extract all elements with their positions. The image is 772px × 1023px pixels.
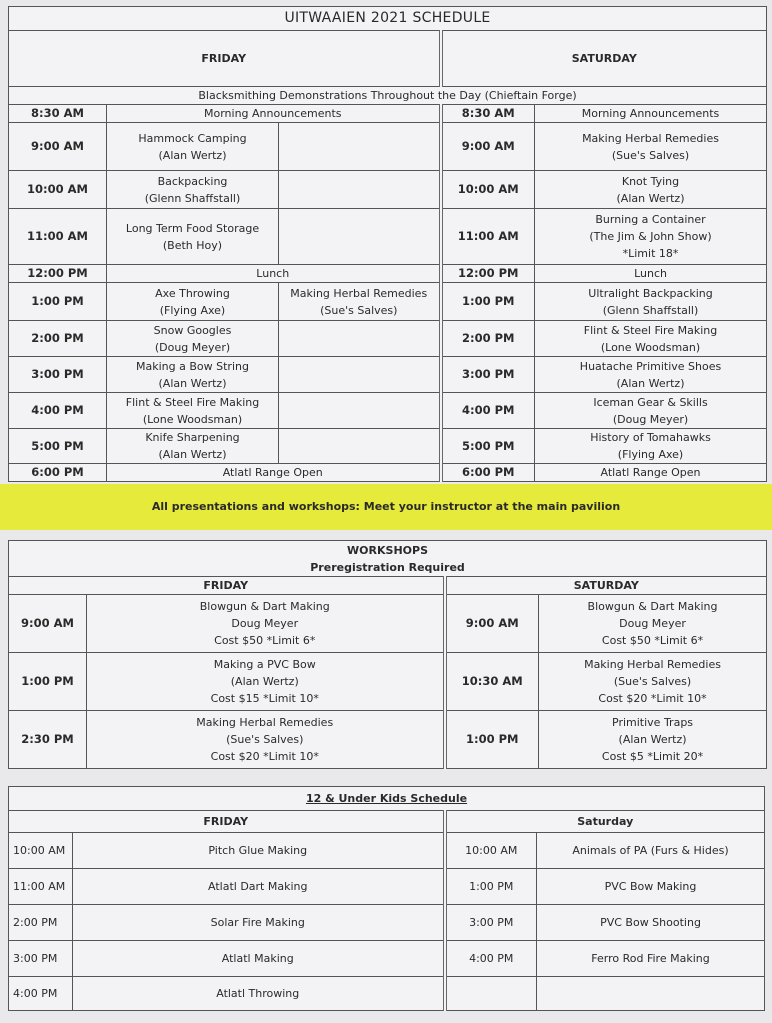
- saturday-event-name: Ultralight Backpacking: [588, 286, 713, 300]
- saturday-event-note: *Limit 18*: [622, 247, 679, 260]
- friday-extra-name: Making Herbal Remedies: [290, 286, 428, 300]
- friday-extra-event: [279, 283, 441, 321]
- friday-event: [107, 283, 279, 321]
- friday-event-name: Lunch: [256, 267, 290, 280]
- workshop-host: (Sue's Salves): [226, 733, 304, 746]
- friday-time: 1:00 PM: [9, 283, 107, 321]
- workshop-row: [9, 711, 767, 769]
- saturday-event-host: (Lone Woodsman): [600, 340, 701, 354]
- schedule-row: [9, 429, 767, 464]
- friday-event-host: (Beth Hoy): [162, 238, 223, 252]
- friday-event: [107, 123, 279, 171]
- kids-friday-event: Atlatl Throwing: [73, 977, 445, 1011]
- friday-event-name: Long Term Food Storage: [125, 221, 260, 235]
- saturday-time: 10:00 AM: [441, 171, 535, 209]
- blacksmith-note: Blacksmithing Demonstrations Throughout the Day (Chieftain Forge): [9, 87, 767, 105]
- saturday-event: [535, 321, 767, 357]
- friday-extra-event: [279, 209, 441, 265]
- workshops-table: [8, 540, 767, 769]
- friday-event: [107, 321, 279, 357]
- friday-time: 11:00 AM: [9, 209, 107, 265]
- workshop-friday-detail: [87, 711, 445, 769]
- workshop-host: Doug Meyer: [619, 617, 686, 630]
- saturday-time: 2:00 PM: [441, 321, 535, 357]
- saturday-time: 8:30 AM: [441, 105, 535, 123]
- workshop-saturday-time: 10:30 AM: [445, 653, 539, 711]
- friday-time: 2:00 PM: [9, 321, 107, 357]
- saturday-event-name: History of Tomahawks: [590, 431, 711, 444]
- kids-table: [8, 786, 765, 1011]
- friday-event-name: Snow Googles: [153, 323, 232, 337]
- saturday-time: 3:00 PM: [441, 357, 535, 393]
- kids-friday-header: FRIDAY: [9, 811, 445, 833]
- kids-friday-time: 4:00 PM: [9, 977, 73, 1011]
- saturday-event: [535, 265, 767, 283]
- workshop-saturday-time: 1:00 PM: [445, 711, 539, 769]
- saturday-event-name: Flint & Steel Fire Making: [583, 323, 718, 337]
- saturday-event-host: (The Jim & John Show): [589, 230, 712, 243]
- saturday-event-name: Atlatl Range Open: [600, 466, 701, 479]
- workshop-row: [9, 653, 767, 711]
- saturday-time: 11:00 AM: [441, 209, 535, 265]
- kids-saturday-time: [445, 977, 537, 1011]
- friday-event-host: (Lone Woodsman): [142, 412, 243, 426]
- kids-friday-event: Solar Fire Making: [73, 905, 445, 941]
- workshops-title: WORKSHOPS: [347, 543, 428, 557]
- friday-event: [107, 464, 441, 482]
- kids-row: [9, 833, 765, 869]
- pavilion-banner: All presentations and workshops: Meet your instructor at the main pavilion: [0, 484, 772, 530]
- kids-friday-event: Pitch Glue Making: [73, 833, 445, 869]
- kids-saturday-event: PVC Bow Making: [537, 869, 765, 905]
- workshops-saturday-header: SATURDAY: [445, 577, 767, 595]
- kids-friday-time: 10:00 AM: [9, 833, 73, 869]
- saturday-time: 5:00 PM: [441, 429, 535, 464]
- saturday-event-name: Lunch: [634, 267, 667, 280]
- friday-event-host: (Doug Meyer): [154, 340, 231, 354]
- workshop-friday-detail: [87, 653, 445, 711]
- workshop-saturday-detail: [539, 711, 767, 769]
- workshop-name: Making Herbal Remedies: [584, 658, 721, 671]
- friday-event: [107, 209, 279, 265]
- friday-event-name: Knife Sharpening: [145, 431, 240, 444]
- saturday-event-name: Huatache Primitive Shoes: [579, 359, 722, 373]
- workshop-cost: Cost $15 *Limit 10*: [210, 692, 319, 705]
- friday-time: 12:00 PM: [9, 265, 107, 283]
- saturday-event: [535, 105, 767, 123]
- schedule-row: [9, 171, 767, 209]
- workshop-cost: Cost $20 *Limit 10*: [210, 750, 319, 763]
- workshops-friday-header: FRIDAY: [9, 577, 445, 595]
- schedule-row: [9, 105, 767, 123]
- friday-header: FRIDAY: [9, 31, 441, 87]
- workshop-friday-time: 9:00 AM: [9, 595, 87, 653]
- schedule-row: [9, 464, 767, 482]
- friday-event: [107, 171, 279, 209]
- saturday-event-name: Burning a Container: [595, 213, 706, 226]
- saturday-event: [535, 393, 767, 429]
- schedule-row: [9, 283, 767, 321]
- schedule-row: [9, 265, 767, 283]
- friday-event-host: (Alan Wertz): [158, 148, 227, 162]
- saturday-event: [535, 357, 767, 393]
- friday-event-name: Axe Throwing: [155, 286, 230, 300]
- kids-friday-event: Atlatl Making: [73, 941, 445, 977]
- saturday-time: 6:00 PM: [441, 464, 535, 482]
- friday-event: [107, 357, 279, 393]
- friday-time: 8:30 AM: [9, 105, 107, 123]
- friday-event-host: (Alan Wertz): [158, 376, 227, 390]
- friday-extra-event: [279, 171, 441, 209]
- friday-event-name: Flint & Steel Fire Making: [125, 395, 260, 409]
- friday-time: 5:00 PM: [9, 429, 107, 464]
- saturday-event-host: (Alan Wertz): [616, 376, 685, 390]
- workshop-friday-time: 2:30 PM: [9, 711, 87, 769]
- saturday-event: [535, 464, 767, 482]
- schedule-row: [9, 123, 767, 171]
- kids-saturday-header: Saturday: [445, 811, 765, 833]
- kids-row: [9, 905, 765, 941]
- workshop-friday-detail: [87, 595, 445, 653]
- kids-saturday-time: 4:00 PM: [445, 941, 537, 977]
- friday-extra-event: [279, 321, 441, 357]
- kids-saturday-event: PVC Bow Shooting: [537, 905, 765, 941]
- workshop-name: Primitive Traps: [612, 716, 694, 729]
- kids-saturday-time: 3:00 PM: [445, 905, 537, 941]
- friday-extra-event: [279, 393, 441, 429]
- kids-friday-event: Atlatl Dart Making: [73, 869, 445, 905]
- schedule-row: [9, 321, 767, 357]
- kids-row: [9, 869, 765, 905]
- workshop-name: Blowgun & Dart Making: [199, 600, 330, 613]
- saturday-event-name: Knot Tying: [621, 174, 680, 188]
- schedule-row: [9, 393, 767, 429]
- main-schedule-table: [8, 6, 767, 482]
- kids-saturday-event: Animals of PA (Furs & Hides): [537, 833, 765, 869]
- friday-time: 3:00 PM: [9, 357, 107, 393]
- saturday-event-host: (Doug Meyer): [612, 412, 689, 426]
- saturday-event: [535, 171, 767, 209]
- saturday-event-host: (Alan Wertz): [616, 191, 685, 205]
- friday-time: 10:00 AM: [9, 171, 107, 209]
- friday-extra-event: [279, 429, 441, 464]
- friday-event-host: (Flying Axe): [159, 303, 226, 317]
- saturday-event-name: Making Herbal Remedies: [582, 131, 719, 145]
- friday-event: [107, 105, 441, 123]
- friday-time: 9:00 AM: [9, 123, 107, 171]
- saturday-time: 9:00 AM: [441, 123, 535, 171]
- kids-saturday-event: Ferro Rod Fire Making: [537, 941, 765, 977]
- saturday-event-host: (Glenn Shaffstall): [602, 303, 699, 317]
- saturday-time: 12:00 PM: [441, 265, 535, 283]
- friday-event-name: Morning Announcements: [204, 107, 342, 120]
- schedule-row: [9, 357, 767, 393]
- saturday-header: SATURDAY: [441, 31, 767, 87]
- saturday-event-host: (Flying Axe): [617, 448, 684, 461]
- workshop-saturday-detail: [539, 595, 767, 653]
- kids-friday-time: 11:00 AM: [9, 869, 73, 905]
- kids-title: 12 & Under Kids Schedule: [9, 787, 765, 811]
- friday-event: [107, 393, 279, 429]
- workshop-cost: Cost $50 *Limit 6*: [214, 634, 316, 647]
- workshop-saturday-detail: [539, 653, 767, 711]
- friday-event-name: Atlatl Range Open: [222, 466, 323, 479]
- friday-time: 6:00 PM: [9, 464, 107, 482]
- friday-event: [107, 265, 441, 283]
- workshops-subtitle: Preregistration Required: [310, 560, 465, 574]
- saturday-event: [535, 283, 767, 321]
- friday-extra-event: [279, 123, 441, 171]
- workshop-name: Blowgun & Dart Making: [587, 600, 718, 613]
- workshop-host: (Alan Wertz): [230, 675, 299, 688]
- friday-event-host: (Alan Wertz): [158, 448, 227, 461]
- workshop-cost: Cost $20 *Limit 10*: [598, 692, 707, 705]
- kids-row: [9, 977, 765, 1011]
- friday-time: 4:00 PM: [9, 393, 107, 429]
- friday-extra-host: (Sue's Salves): [320, 303, 398, 317]
- schedule-title: UITWAAIEN 2021 SCHEDULE: [9, 7, 767, 31]
- kids-friday-time: 2:00 PM: [9, 905, 73, 941]
- workshop-name: Making a PVC Bow: [213, 658, 316, 671]
- kids-saturday-time: 1:00 PM: [445, 869, 537, 905]
- workshop-saturday-time: 9:00 AM: [445, 595, 539, 653]
- saturday-event: [535, 123, 767, 171]
- workshop-cost: Cost $50 *Limit 6*: [601, 634, 704, 647]
- friday-event-host: (Glenn Shaffstall): [144, 191, 241, 205]
- friday-event-name: Backpacking: [157, 174, 228, 188]
- kids-saturday-time: 10:00 AM: [445, 833, 537, 869]
- kids-row: [9, 941, 765, 977]
- workshop-host: (Alan Wertz): [618, 733, 687, 746]
- friday-event-name: Hammock Camping: [138, 131, 247, 145]
- workshop-name: Making Herbal Remedies: [196, 716, 334, 729]
- workshop-host: Doug Meyer: [231, 617, 299, 630]
- friday-event: [107, 429, 279, 464]
- saturday-event: [535, 209, 767, 265]
- workshop-friday-time: 1:00 PM: [9, 653, 87, 711]
- saturday-event-host: (Sue's Salves): [611, 148, 690, 162]
- kids-friday-time: 3:00 PM: [9, 941, 73, 977]
- friday-extra-event: [279, 357, 441, 393]
- kids-saturday-event: [537, 977, 765, 1011]
- saturday-event: [535, 429, 767, 464]
- workshop-cost: Cost $5 *Limit 20*: [601, 750, 704, 763]
- workshop-host: (Sue's Salves): [613, 675, 692, 688]
- friday-event-name: Making a Bow String: [136, 359, 249, 373]
- schedule-row: [9, 209, 767, 265]
- saturday-time: 4:00 PM: [441, 393, 535, 429]
- saturday-event-name: Iceman Gear & Skills: [593, 395, 708, 409]
- saturday-time: 1:00 PM: [441, 283, 535, 321]
- workshop-row: [9, 595, 767, 653]
- saturday-event-name: Morning Announcements: [581, 107, 720, 120]
